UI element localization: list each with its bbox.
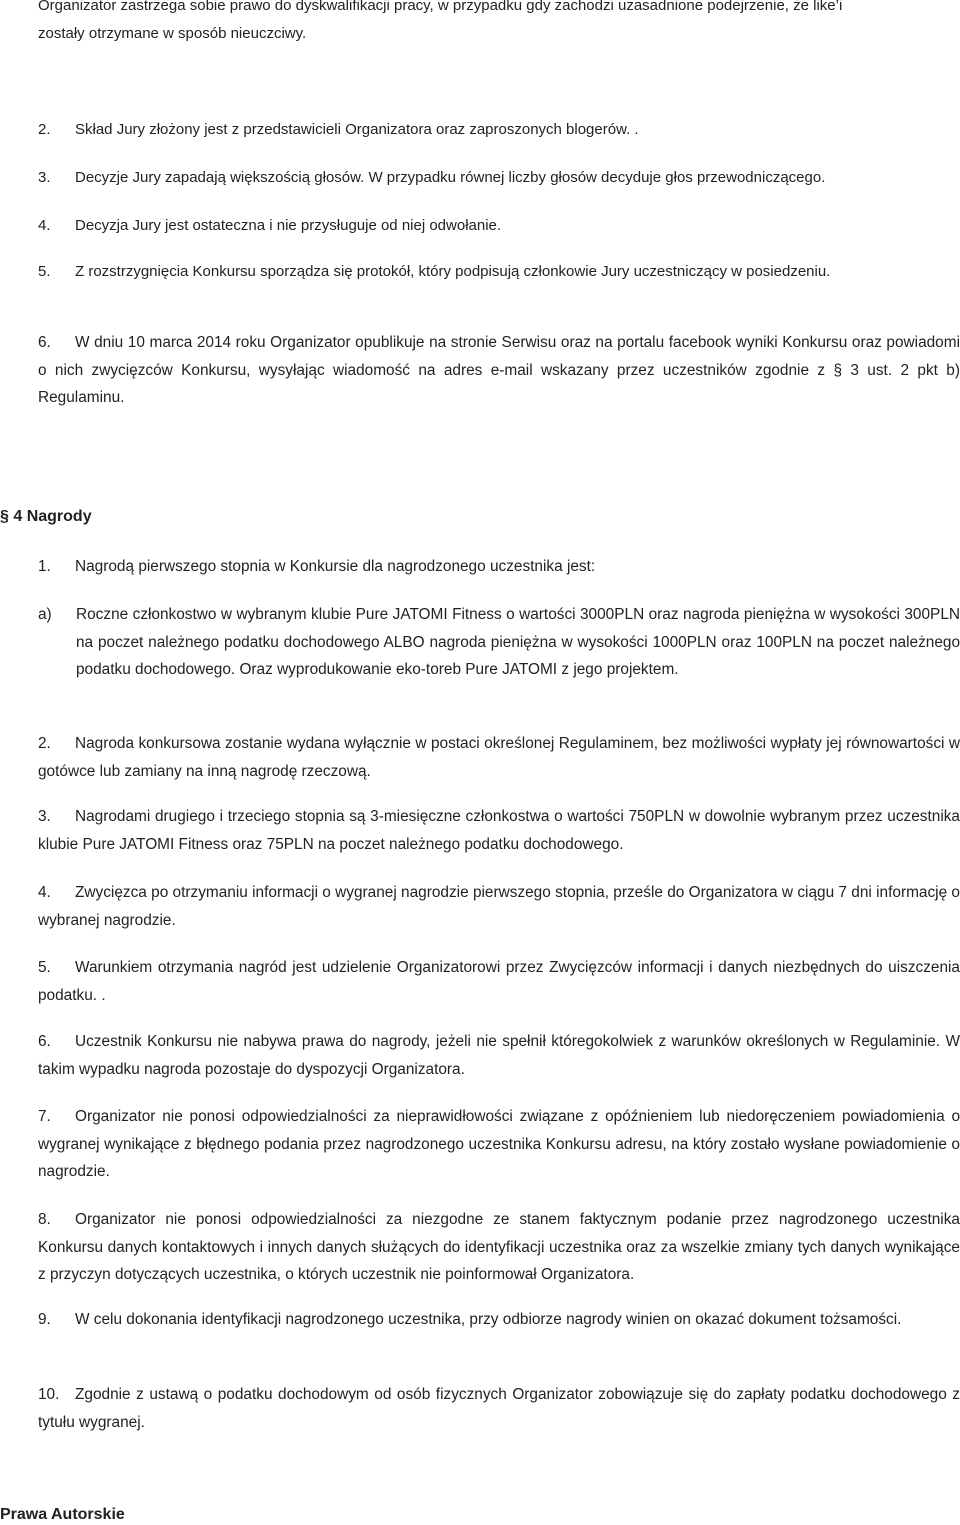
prize-item bbox=[38, 1103, 960, 1186]
item-text: Zgodnie z ustawą o podatku dochodowym od osób fizycznych Organizator zobowiązuje się do zapłaty podatku dochodowego z tytułu wygranej. bbox=[38, 1386, 960, 1431]
item-number: 10. bbox=[38, 1386, 60, 1403]
item-number: 7. bbox=[38, 1108, 51, 1125]
prize-item bbox=[38, 1381, 960, 1436]
item-number: 2. bbox=[38, 121, 51, 138]
jury-item bbox=[38, 329, 960, 412]
prize-item bbox=[38, 803, 960, 858]
subitem-text: Roczne członkostwo w wybranym klubie Pure JATOMI Fitness o wartości 3000PLN oraz nagroda pieniężna w wysokości 300PLN na poczet należnego podatku dochodowego ALBO nagroda pieniężna w wysokości 1000PLN oraz 100PLN na poczet należnego podatku dochodowego. Oraz wyprodukowanie eko-toreb Pure JATOMI z jego projektem. bbox=[76, 606, 960, 678]
jury-item bbox=[38, 216, 501, 236]
prize-subitem bbox=[38, 601, 960, 684]
prize-item bbox=[38, 1206, 960, 1289]
item-number: 3. bbox=[38, 169, 51, 186]
item-number: 4. bbox=[38, 217, 51, 234]
jury-item bbox=[38, 262, 830, 282]
item-number: 5. bbox=[38, 263, 51, 280]
jury-item bbox=[38, 168, 825, 188]
section-heading: § 4 Nagrody bbox=[0, 508, 92, 525]
item-text: Decyzja Jury jest ostateczna i nie przysługuje od niej odwołanie. bbox=[75, 217, 502, 234]
copyright-heading: Prawa Autorskie bbox=[0, 1506, 125, 1523]
item-number: 9. bbox=[38, 1311, 51, 1328]
prize-item bbox=[38, 954, 960, 1009]
item-number: 2. bbox=[38, 735, 51, 752]
intro-line-1: Organizator zastrzega sobie prawo do dyskwalifikacji pracy, w przypadku gdy zachodzi uzasadnione podejrzenie, że like’i bbox=[38, 0, 843, 14]
prize-item bbox=[38, 1306, 960, 1334]
item-text: Nagroda konkursowa zostanie wydana wyłącznie w postaci określonej Regulaminem, bez możliwości wypłaty jej równowartości w gotówce lub zamiany na inną nagrodę rzeczową. bbox=[38, 735, 960, 780]
item-text: Skład Jury złożony jest z przedstawicieli Organizatora oraz zaproszonych blogerów. . bbox=[75, 121, 639, 138]
item-text: Nagrodą pierwszego stopnia w Konkursie dla nagrodzonego uczestnika jest: bbox=[75, 558, 596, 575]
item-text: Organizator nie ponosi odpowiedzialności za nieprawidłowości związane z opóźnieniem lub niedoręczeniem powiadomienia o wygranej wynikające z błędnego podania przez nagrodzonego uczestnika Konkursu adresu, na który zostało wysłane powiadomienie o nagrodzie. bbox=[38, 1108, 960, 1180]
item-text: Nagrodami drugiego i trzeciego stopnia są 3-miesięczne członkostwa o wartości 750PLN w dowolnie wybranym przez uczestnika klubie Pure JATOMI Fitness oraz 75PLN na poczet należnego podatku dochodowego. bbox=[38, 808, 960, 853]
item-number: 3. bbox=[38, 808, 51, 825]
prize-item bbox=[38, 1028, 960, 1083]
item-text: Decyzje Jury zapadają większością głosów. W przypadku równej liczby głosów decyduje głos przewodniczącego. bbox=[75, 169, 826, 186]
item-number: 4. bbox=[38, 884, 51, 901]
item-number: 8. bbox=[38, 1211, 51, 1228]
intro-line-2: zostały otrzymane w sposób nieuczciwy. bbox=[38, 25, 307, 42]
item-number: 6. bbox=[38, 334, 51, 351]
item-number: 5. bbox=[38, 959, 51, 976]
item-text: Z rozstrzygnięcia Konkursu sporządza się protokół, który podpisują członkowie Jury uczestniczący w posiedzeniu. bbox=[75, 263, 831, 280]
prize-item bbox=[38, 879, 960, 934]
item-text: Uczestnik Konkursu nie nabywa prawa do nagrody, jeżeli nie spełnił któregokolwiek z warunków określonych w Regulaminie. W takim wypadku nagroda pozostaje do dyspozycji Organizatora. bbox=[38, 1033, 960, 1078]
prize-item bbox=[38, 730, 960, 785]
jury-item bbox=[38, 120, 639, 140]
item-number: 6. bbox=[38, 1033, 51, 1050]
item-text: W celu dokonania identyfikacji nagrodzonego uczestnika, przy odbiorze nagrody winien on okazać dokument tożsamości. bbox=[75, 1311, 902, 1328]
item-number: 1. bbox=[38, 558, 51, 575]
prize-item bbox=[38, 553, 960, 581]
item-text: Zwycięzca po otrzymaniu informacji o wygranej nagrodzie pierwszego stopnia, prześle do Organizatora w ciągu 7 dni informację o wybranej nagrodzie. bbox=[38, 884, 960, 929]
subitem-label: a) bbox=[38, 606, 52, 623]
item-text: Warunkiem otrzymania nagród jest udzielenie Organizatorowi przez Zwycięzców informacji i danych niezbędnych do uiszczenia podatku. . bbox=[38, 959, 960, 1004]
item-text: W dniu 10 marca 2014 roku Organizator opublikuje na stronie Serwisu oraz na portalu facebook wyniki Konkursu oraz powiadomi o nich zwycięzców Konkursu, wysyłając wiadomość na adres e-mail wskazany przez uczestników zgodnie z § 3 ust. 2 pkt b) Regulaminu. bbox=[38, 334, 960, 406]
item-text: Organizator nie ponosi odpowiedzialności za niezgodne ze stanem faktycznym podanie przez nagrodzonego uczestnika Konkursu danych kontaktowych i innych danych służących do identyfikacji uczestnika oraz za wszelkie zmiany tych danych wynikające z przyczyn dotyczących uczestnika, o których uczestnik nie poinformował Organizatora. bbox=[38, 1211, 960, 1283]
